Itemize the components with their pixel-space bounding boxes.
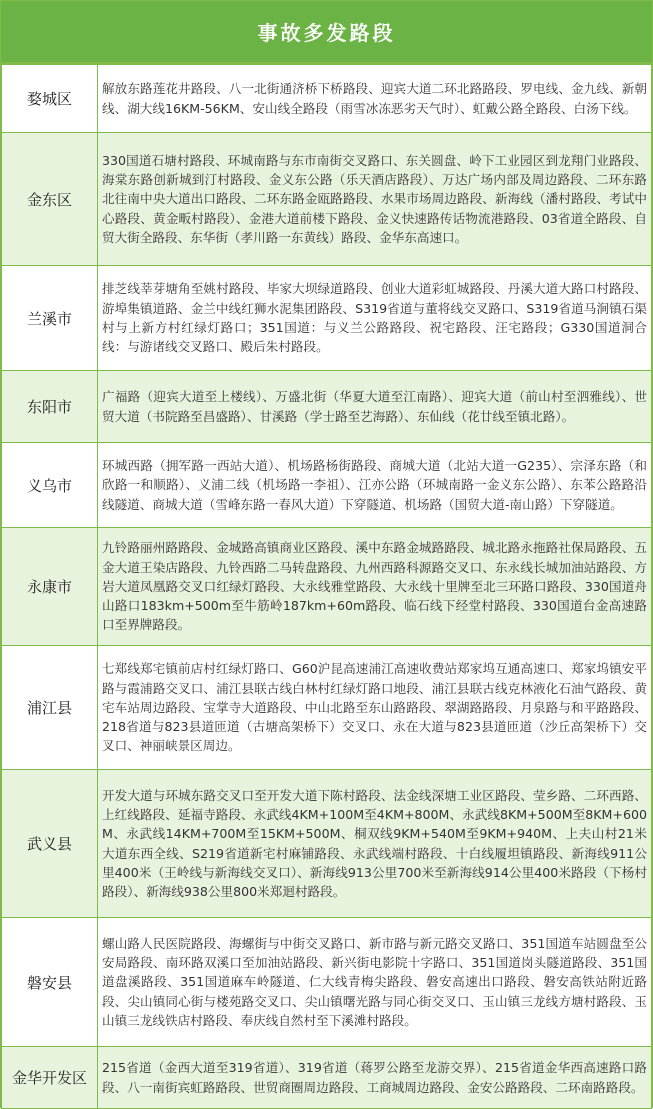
district-name: 兰溪市: [2, 266, 98, 371]
road-sections: 环城西路（拥军路一西站大道）、机场路杨街路段、商城大道（北站大道一G235）、宗泽东路（和欣路一和顺路）、义浦二线（机场路一李祖）、江亦公路（环城南路一金义东公路）、东苯公路路沿线隧道、商城大道（雪峰东路一春风大道）下穿隧道、机场路（国贸大道-南山路）下穿隧道。: [98, 443, 652, 528]
district-name: 金华开发区: [2, 1047, 98, 1109]
table-row: [2, 646, 652, 770]
table-row: [2, 1047, 652, 1109]
road-section-table: [1, 64, 652, 1109]
road-sections: 螺山路人民医院路段、海螺街与中街交叉路口、新市路与新元路交叉路口、351国道车站圆盘至公安局路段、南环路双溪口至加油站路段、新兴街电影院十字路口、351国道岗头隧道路段、351国道盘溪路段、351国道麻车岭隧道、仁大线青梅尖路段、磐安高速出口路段、磐安高铁站附近路段、尖山镇同心街与楼苑路交叉口、尖山镇曙光路与同心街交叉口、玉山镇三龙线方塘村路段、玉山镇三龙线铁店村路段、奉庆线自然村至下溪滩村路段。: [98, 918, 652, 1047]
road-sections: 排芝线莘芽塘角至姚村路段、毕家大坝绿道路段、创业大道彩虹城路段、丹溪大道大路口村路段、游埠集镇道路、金兰中线红狮水泥集团路段、S319省道与董将线交叉路口、S319省道马涧镇石渠村与上新方村红绿灯路口；351国道：与义兰公路路段、祝宅路段、汪宅路段；G330国道洞合线：与游诸线交叉路口、殿后朱村路段。: [98, 266, 652, 371]
road-sections: 广福路（迎宾大道至上楼线）、万盛北街（华夏大道至江南路）、迎宾大道（前山村至泗雅线）、世贸大道（书院路至昌盛路）、甘溪路（学士路至艺海路）、东仙线（花廿线至镇北路）。: [98, 371, 652, 443]
district-name: 浦江县: [2, 646, 98, 770]
district-name: 永康市: [2, 528, 98, 646]
table-row: [2, 65, 652, 133]
road-sections: 开发大道与环城东路交叉口至开发大道下陈村路段、法金线深塘工业区路段、莹乡路、二环西路、上红线路段、延福寺路段、永武线4KM+100M至4KM+800M、永武线8KM+500M至8KM+600M、永武线14KM+700M至15KM+500M、桐双线9KM+540M至9KM+940M、上夫山村21米大道东西全线、S219省道新宅村麻铺路段、永武线端村路段、十白线履坦镇路段、新海线911公里400米（王岭线与新海线交叉口）、新海线913公里700米至新海线914公里400米路段（下杨村路段）、新海线938公里800米郑迴村路段。: [98, 770, 652, 918]
table-row: [2, 133, 652, 266]
table-row: [2, 371, 652, 443]
district-name: 东阳市: [2, 371, 98, 443]
road-sections: 解放东路莲花井路段、八一北街通济桥下桥路段、迎宾大道二环北路路段、罗电线、金九线、新朝线、湖大线16KM-56KM、安山线全路段（雨雪冰冻恶劣天气时）、虹戴公路全路段、白汤下线。: [98, 65, 652, 133]
table-row: [2, 528, 652, 646]
table-row: [2, 918, 652, 1047]
district-name: 婺城区: [2, 65, 98, 133]
road-sections: 215省道（金西大道至319省道）、319省道（蒋罗公路至龙游交界）、215省道金华西高速路口路段、八一南街宾虹路路段、世贸商圈周边路段、工商城周边路段、金安公路路段、二环南路路段。: [98, 1047, 652, 1109]
district-name: 武义县: [2, 770, 98, 918]
district-name: 磐安县: [2, 918, 98, 1047]
table-row: [2, 770, 652, 918]
table-row: [2, 443, 652, 528]
road-sections: 330国道石塘村路段、环城南路与东市南街交叉路口、东关圆盘、岭下工业园区到龙翔门业路段、海棠东路创新城到汀村路段、金义东公路（乐天酒店路段）、万达广场内部及周边路段、二环东路北往南中央大道出口路段、二环东路金瓯路路段、水果市场周边路段、新海线（潘村路段、考试中心路段、黄金畈村路段）、金港大道前楼下路段、金义快速路传话物流港路段、03省道全路段、自贸大街全路段、东华街（孝川路一东黄线）路段、金华东高速口。: [98, 133, 652, 266]
district-name: 义乌市: [2, 443, 98, 528]
road-sections: 七郑线郑宅镇前店村红绿灯路口、G60沪昆高速浦江高速收费站郑家坞互通高速口、郑家坞镇安平路与霞浦路交叉口、浦江县联古线白林村红绿灯路口地段、浦江县联古线克林液化石油气路段、黄宅车站周边路段、宝掌寺大道路段、中山北路至东山路路段、翠湖路路段、月泉路与和平路路段、218省道与823县道匝道（古塘高架桥下）交叉口、永在大道与823县道匝道（沙丘高架桥下）交叉口、神丽峡景区周边。: [98, 646, 652, 770]
table-row: [2, 266, 652, 371]
table-title: 事故多发路段: [1, 1, 652, 64]
district-name: 金东区: [2, 133, 98, 266]
road-sections: 九铃路丽州路路段、金城路高镇商业区路段、溪中东路金城路路段、城北路永拖路社保局路段、五金大道王染店路段、九铃西路二马转盘路段、九州西路科源路交叉口、东永线长城加油站路段、方岩大道凤凰路交叉口红绿灯路段、大永线雅堂路段、大永线十里牌至北三环路口路段、330国道舟山路口183km+500m至牛筋岭187km+60m路段、临石线下经堂村路段、330国道台金高速路口至界牌路段。: [98, 528, 652, 646]
